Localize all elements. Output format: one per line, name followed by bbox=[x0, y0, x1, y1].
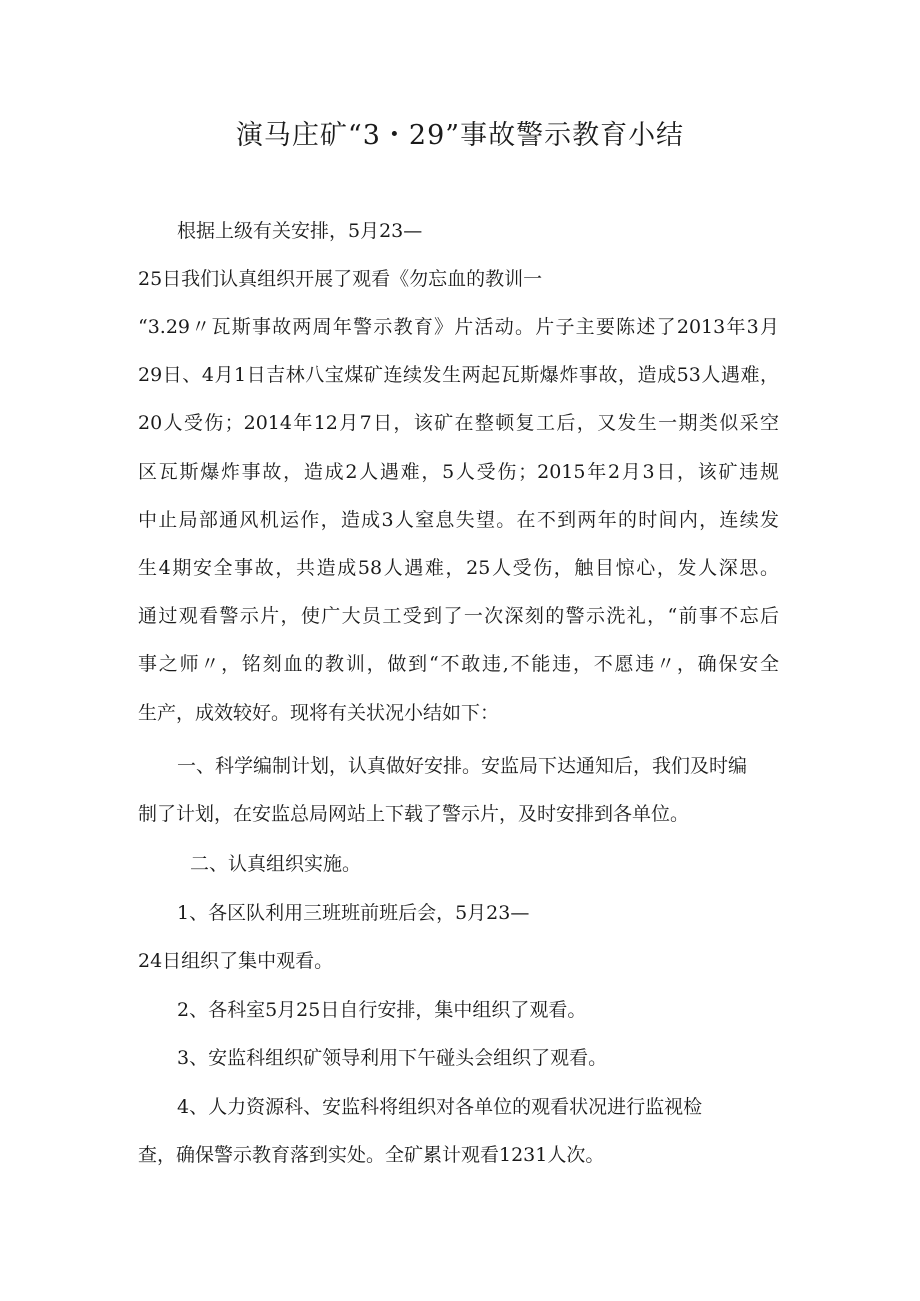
paragraph-line: 一、科学编制计划，认真做好安排。安监局下达通知后，我们及时编 bbox=[177, 755, 748, 777]
paragraph-line: 29日、4月1日吉林八宝煤矿连续发生两起瓦斯爆炸事故，造成53人遇难， bbox=[138, 364, 779, 386]
paragraph-line: 2、各科室5月25日自行安排，集中组织了观看。 bbox=[177, 999, 587, 1021]
document-title: 演马庄矿“3・29”事故警示教育小结 bbox=[235, 120, 685, 151]
paragraph-line: 区瓦斯爆炸事故，造成2人遇难，5人受伤；2015年2月3日，该矿违规 bbox=[138, 461, 779, 483]
paragraph-line: 3、安监科组织矿领导利用下午碰头会组织了观看。 bbox=[177, 1047, 608, 1069]
paragraph-line: 根据上级有关安排，5月23— bbox=[177, 220, 423, 242]
paragraph-line: 中止局部通风机运作，造成3人窒息失望。在不到两年的时间内，连续发 bbox=[138, 509, 779, 531]
paragraph-line: 二、认真组织实施。 bbox=[190, 853, 362, 875]
paragraph-line: 25日我们认真组织开展了观看《勿忘血的教训一 bbox=[138, 268, 543, 290]
paragraph-line: 生4期安全事故，共造成58人遇难，25人受伤，触目惊心，发人深思。 bbox=[138, 557, 779, 579]
paragraph-line: 1、各区队利用三班班前班后会，5月23— bbox=[177, 902, 530, 924]
paragraph-line: 4、人力资源科、安监科将组织对各单位的观看状况进行监视检 bbox=[177, 1096, 703, 1118]
paragraph-line: 制了计划，在安监总局网站上下载了警示片，及时安排到各单位。 bbox=[138, 803, 690, 825]
paragraph-line: 查，确保警示教育落到实处。全矿累计观看1231人次。 bbox=[138, 1144, 605, 1166]
paragraph-line: “3.29〃瓦斯事故两周年警示教育》片活动。片子主要陈述了2013年3月 bbox=[138, 316, 779, 338]
paragraph-line: 通过观看警示片，使广大员工受到了一次深刻的警示洗礼，“前事不忘后 bbox=[138, 605, 779, 627]
paragraph-line: 24日组织了集中观看。 bbox=[138, 950, 334, 972]
paragraph-line: 20人受伤；2014年12月7日，该矿在整顿复工后，又发生一期类似采空 bbox=[138, 412, 779, 434]
paragraph-line: 事之师〃，铭刻血的教训，做到“不敢违,不能违，不愿违〃，确保安全 bbox=[138, 653, 779, 675]
paragraph-line: 生产，成效较好。现将有关状况小结如下： bbox=[138, 702, 500, 724]
